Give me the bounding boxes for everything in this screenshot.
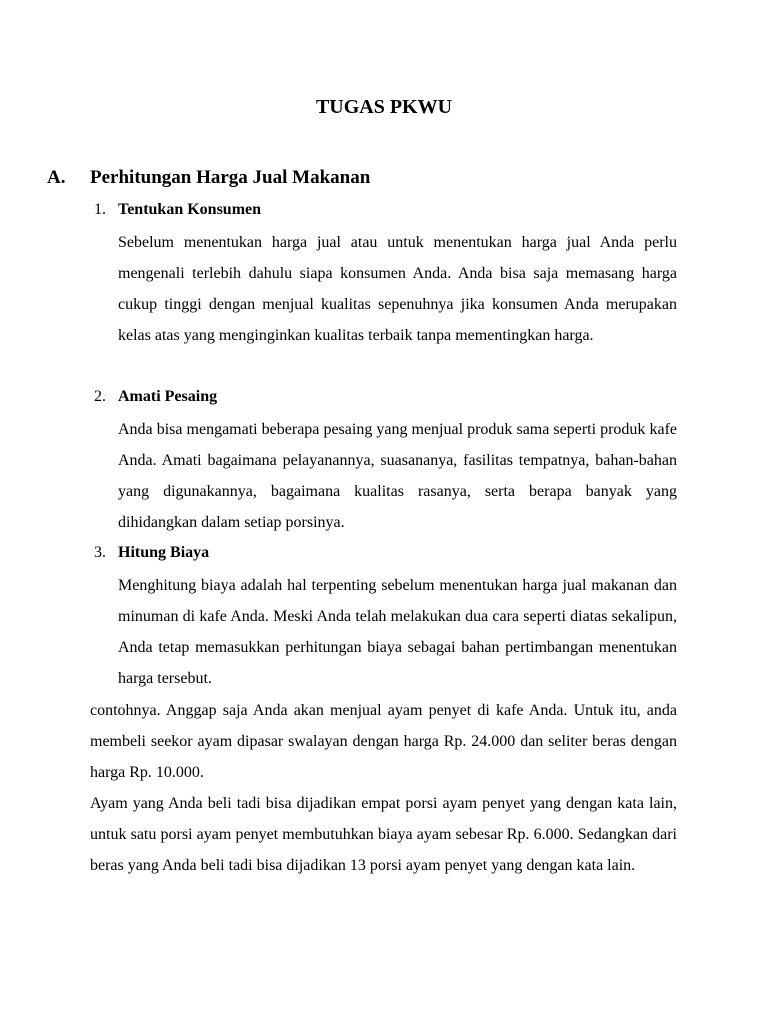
- item-body: Anda bisa mengamati beberapa pesaing yang menjual produk sama seperti produk kafe Anda. Amati bagaimana pelayanannya, suasananya, fasilitas tempatnya, bahan-bahan yang digunakannya, bagaimana kualitas rasanya, serta berapa banyak yang dihidangkan dalam setiap porsinya.: [118, 421, 677, 532]
- item-title: Amati Pesaing: [118, 388, 218, 405]
- section-label: A.: [47, 167, 66, 188]
- example-paragraph: contohnya. Anggap saja Anda akan menjual ayam penyet di kafe Anda. Untuk itu, anda membeli seekor ayam dipasar swalayan dengan harga Rp. 24.000 dan seliter beras dengan harga Rp. 10.000.: [90, 702, 677, 782]
- page-title: TUGAS PKWU: [315, 96, 453, 118]
- item-body: Menghitung biaya adalah hal terpenting sebelum menentukan harga jual makanan dan minuman di kafe Anda. Meski Anda telah melakukan dua cara seperti diatas sekalipun, Anda tetap memasukkan perhitungan biaya sebagai bahan pertimbangan menentukan harga tersebut.: [118, 577, 677, 688]
- item-body: Sebelum menentukan harga jual atau untuk menentukan harga jual Anda perlu mengenali terlebih dahulu siapa konsumen Anda. Anda bisa saja memasang harga cukup tinggi dengan menjual kualitas sepenuhnya jika konsumen Anda merupakan kelas atas yang menginginkan kualitas terbaik tanpa mementingkan harga.: [118, 234, 677, 345]
- example-paragraph: Ayam yang Anda beli tadi bisa dijadikan empat porsi ayam penyet yang dengan kata lain, untuk satu porsi ayam penyet membutuhkan biaya ayam sebesar Rp. 6.000. Sedangkan dari beras yang Anda beli tadi bisa dijadikan 13 porsi ayam penyet yang dengan kata lain.: [90, 795, 677, 875]
- item-number: 3.: [94, 544, 106, 561]
- section-title: Perhitungan Harga Jual Makanan: [90, 167, 371, 188]
- item-title: Tentukan Konsumen: [118, 201, 262, 218]
- item-number: 2.: [94, 388, 106, 405]
- item-title: Hitung Biaya: [118, 544, 210, 561]
- item-number: 1.: [94, 201, 106, 218]
